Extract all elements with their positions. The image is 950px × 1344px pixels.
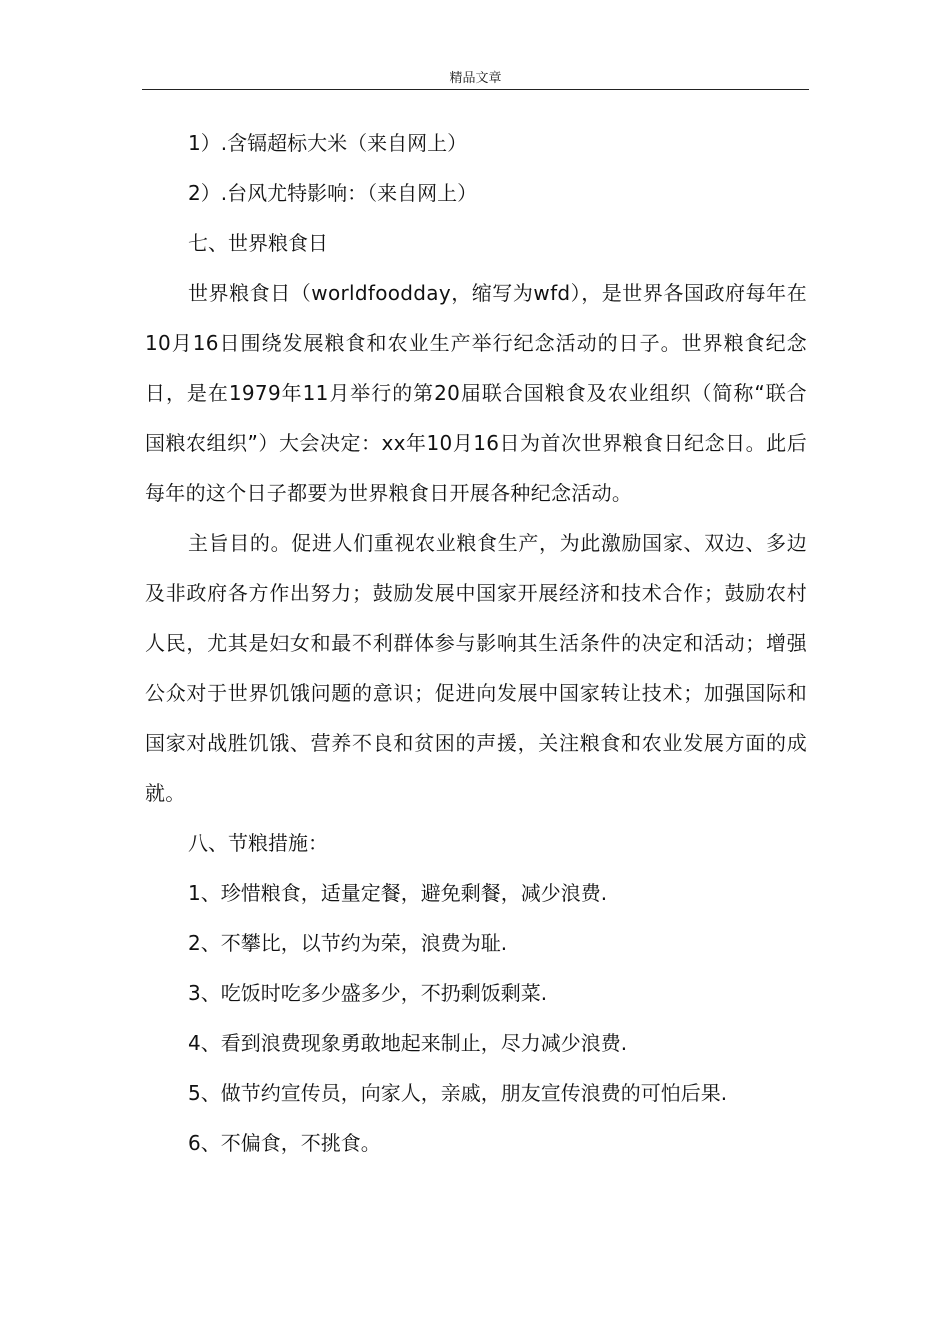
header-title: 精品文章: [449, 71, 502, 86]
document-body: [145, 118, 807, 1168]
measure-item-2: 2、不攀比，以节约为荣，浪费为耻.: [188, 931, 508, 955]
page-header: [142, 70, 809, 90]
paragraph-world-food-day: 世界粮食日（worldfoodday，缩写为wfd），是世界各国政府每年在10月16日围绕发展粮食和农业生产举行纪念活动的日子。世界粮食纪念日，是在1979年11月举行的第20届联合国粮食及农业组织（简称“联合国粮农组织”）大会决定：xx年10月16日为首次世界粮食日纪念日。此后每年的这个日子都要为世界粮食日开展各种纪念活动。: [145, 281, 807, 505]
measure-item-1: 1、珍惜粮食，适量定餐，避免剩餐，减少浪费.: [188, 881, 608, 905]
measure-item-3: 3、吃饭时吃多少盛多少，不扔剩饭剩菜.: [188, 981, 548, 1005]
list-item-typhoon: 2）.台风尤特影响：（来自网上）: [188, 181, 478, 205]
paragraph-purpose: 主旨目的。促进人们重视农业粮食生产，为此激励国家、双边、多边及非政府各方作出努力；鼓励发展中国家开展经济和技术合作；鼓励农村人民，尤其是妇女和最不利群体参与影响其生活条件的决定和活动；增强公众对于世界饥饿问题的意识；促进向发展中国家转让技术；加强国际和国家对战胜饥饿、营养不良和贫困的声援，关注粮食和农业发展方面的成就。: [145, 531, 807, 805]
list-item-rice: 1）.含镉超标大米（来自网上）: [188, 131, 468, 155]
measure-item-4: 4、看到浪费现象勇敢地起来制止，尽力减少浪费.: [188, 1031, 628, 1055]
measure-item-5: 5、做节约宣传员，向家人，亲戚，朋友宣传浪费的可怕后果.: [188, 1081, 728, 1105]
measure-item-6: 6、不偏食，不挑食。: [188, 1131, 381, 1155]
section-heading-world-food-day: 七、世界粮食日: [188, 231, 328, 255]
section-heading-saving-measures: 八、节粮措施：: [188, 831, 328, 855]
